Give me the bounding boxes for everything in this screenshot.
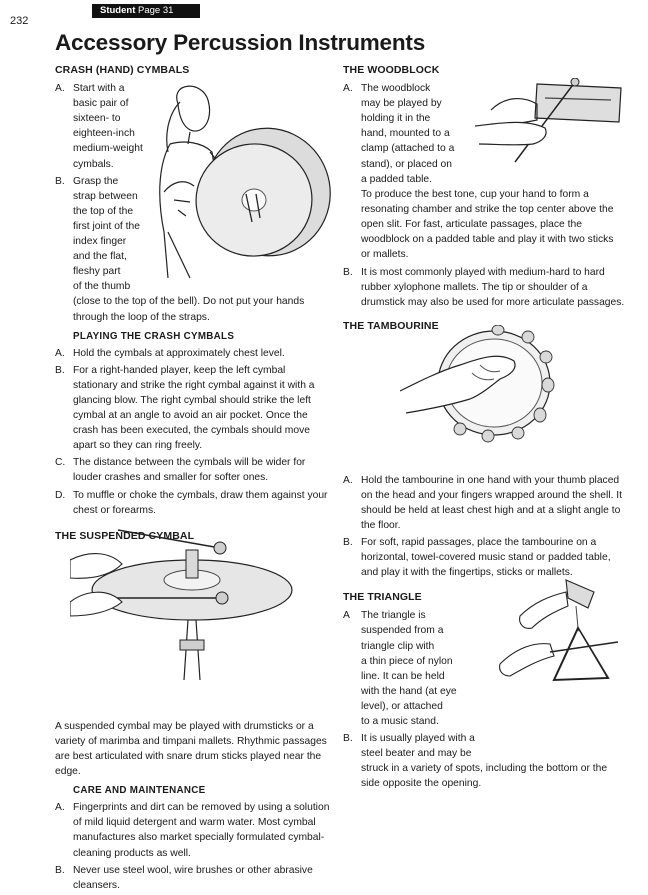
playing-item-b bbox=[55, 363, 330, 454]
line: eighteen-inch bbox=[73, 128, 135, 140]
tambourine-item-a bbox=[343, 473, 625, 533]
item-letter: B. bbox=[55, 364, 65, 376]
item-text: The distance between the cymbals will be wider for louder crashes and smaller for softer ones. bbox=[73, 457, 306, 484]
care-maintenance-heading: CARE AND MAINTENANCE bbox=[73, 785, 206, 797]
item-text: It is most commonly played with medium-hard to hard rubber xylophone mallets. The tip or shoulder of a drumstick may also be used for more articulate passages. bbox=[361, 267, 625, 309]
suspended-cymbal-paragraph: A suspended cymbal may be played with drumsticks or a variety of marimba and timpani mallets. Rhythmic passages are best articulated with snare drum sticks played near the edge. bbox=[55, 720, 327, 778]
item-text: For soft, rapid passages, place the tambourine on a horizontal, towel-covered music stand or padded table, and play it with the fingertips, sticks or mallets. bbox=[361, 536, 611, 579]
item-letter: B. bbox=[55, 864, 65, 876]
line: It is usually played with a bbox=[361, 733, 475, 745]
tambourine-heading: THE TAMBOURINE bbox=[343, 319, 439, 332]
item-letter: B. bbox=[343, 267, 353, 279]
suspended-cymbal-heading: THE SUSPENDED CYMBAL bbox=[55, 529, 195, 542]
item-letter: B. bbox=[343, 536, 353, 548]
care-item-b bbox=[55, 863, 330, 893]
woodblock-item-a-continued: To produce the best tone, cup your hand to form a resonating chamber and strike the top center above the open slit. For fast, articulate passages, place the woodblock on a padded table and play it with two sticks or mallets. bbox=[361, 188, 614, 261]
page-number: 232 bbox=[10, 15, 29, 27]
triangle-item-b bbox=[343, 731, 625, 761]
item-letter: A. bbox=[55, 802, 65, 814]
triangle-heading: THE TRIANGLE bbox=[343, 591, 422, 604]
line: cymbals. bbox=[73, 158, 114, 170]
item-letter: D. bbox=[55, 489, 66, 501]
line: the top of the bbox=[73, 205, 134, 217]
line: suspended from a bbox=[361, 625, 444, 637]
line: a thin piece of nylon bbox=[361, 655, 453, 667]
line: sixteen- to bbox=[73, 113, 121, 125]
playing-item-d bbox=[55, 488, 330, 518]
item-letter: A. bbox=[343, 83, 353, 95]
triangle-illustration bbox=[490, 572, 630, 697]
line: strap between bbox=[73, 190, 138, 202]
line: index finger bbox=[73, 236, 127, 248]
playing-crash-cymbals-heading: PLAYING THE CRASH CYMBALS bbox=[73, 330, 235, 342]
line: level), or attached bbox=[361, 700, 443, 712]
item-text: For a right-handed player, keep the left cymbal stationary and strike the right cymbal against it with a glancing blow. The right cymbal should strike the left cymbal at an angle to avoid an air pocket. Once the crash has been executed, the cymbals should move apart so they can ring freely. bbox=[73, 364, 315, 452]
item-text: Fingerprints and dirt can be removed by using a solution of mild liquid detergent and warm water. Most cymbal manufactures also market specially formulated cymbal-cleaning products as well. bbox=[73, 802, 330, 859]
playing-item-c bbox=[55, 455, 330, 485]
item-letter: B. bbox=[55, 175, 65, 187]
item-text: To muffle or choke the cymbals, draw them against your chest or forearms. bbox=[73, 489, 328, 516]
line: steel beater and may be bbox=[361, 748, 472, 760]
item-letter: A. bbox=[55, 83, 65, 95]
item-text: Hold the cymbals at approximately chest level. bbox=[73, 347, 285, 359]
line: triangle clip with bbox=[361, 640, 435, 652]
student-page-tab bbox=[92, 4, 200, 18]
line: clamp (attached to a bbox=[361, 143, 455, 155]
item-letter: A. bbox=[55, 347, 65, 359]
line: basic pair of bbox=[73, 98, 129, 110]
item-text: Hold the tambourine in one hand with your thumb placed on the head and your fingers wrapped around the shell. It should be held at least chest high and at a slight angle to the floor. bbox=[361, 474, 623, 531]
line: Grasp the bbox=[73, 175, 119, 187]
line: The triangle is bbox=[361, 610, 426, 622]
crash-cymbals-heading: CRASH (HAND) CYMBALS bbox=[55, 64, 190, 76]
line: and the flat, bbox=[73, 251, 127, 263]
crash-item-b-continued: (close to the top of the bell). Do not put your hands through the loop of the straps. bbox=[73, 296, 305, 323]
line: may be played by bbox=[361, 98, 442, 110]
item-letter: A bbox=[343, 610, 350, 622]
line: first joint of the bbox=[73, 220, 140, 232]
woodblock-item-b bbox=[343, 265, 625, 310]
line: The woodblock bbox=[361, 83, 431, 95]
playing-item-a bbox=[55, 346, 330, 361]
woodblock-heading: THE WOODBLOCK bbox=[343, 64, 440, 76]
page-title: Accessory Percussion Instruments bbox=[55, 30, 426, 55]
line: with the hand (at eye bbox=[361, 685, 457, 697]
tambourine-illustration bbox=[400, 325, 560, 445]
student-page-number: Page 31 bbox=[135, 5, 174, 16]
line: hand, mounted to a bbox=[361, 128, 450, 140]
line: Start with a bbox=[73, 83, 125, 95]
care-item-a bbox=[55, 800, 330, 860]
line: medium-weight bbox=[73, 143, 143, 155]
line: line. It can be held bbox=[361, 670, 445, 682]
line: of the thumb bbox=[73, 281, 131, 293]
woodblock-illustration bbox=[475, 78, 625, 168]
line: a padded table. bbox=[361, 173, 432, 185]
item-letter: A. bbox=[343, 474, 353, 486]
line: fleshy part bbox=[73, 266, 121, 278]
suspended-cymbal-illustration bbox=[70, 520, 325, 680]
student-label: Student bbox=[100, 5, 136, 16]
item-text: Never use steel wool, wire brushes or other abrasive cleansers. bbox=[73, 864, 313, 891]
item-letter: B. bbox=[343, 733, 353, 745]
line: stand), or placed on bbox=[361, 158, 453, 170]
triangle-item-b-continued: struck in a variety of spots, including the bottom or the side opposite the opening. bbox=[361, 763, 608, 790]
item-letter: C. bbox=[55, 457, 66, 469]
crash-cymbals-illustration bbox=[150, 82, 335, 282]
line: holding it in the bbox=[361, 113, 431, 125]
line: to a music stand. bbox=[361, 716, 439, 727]
